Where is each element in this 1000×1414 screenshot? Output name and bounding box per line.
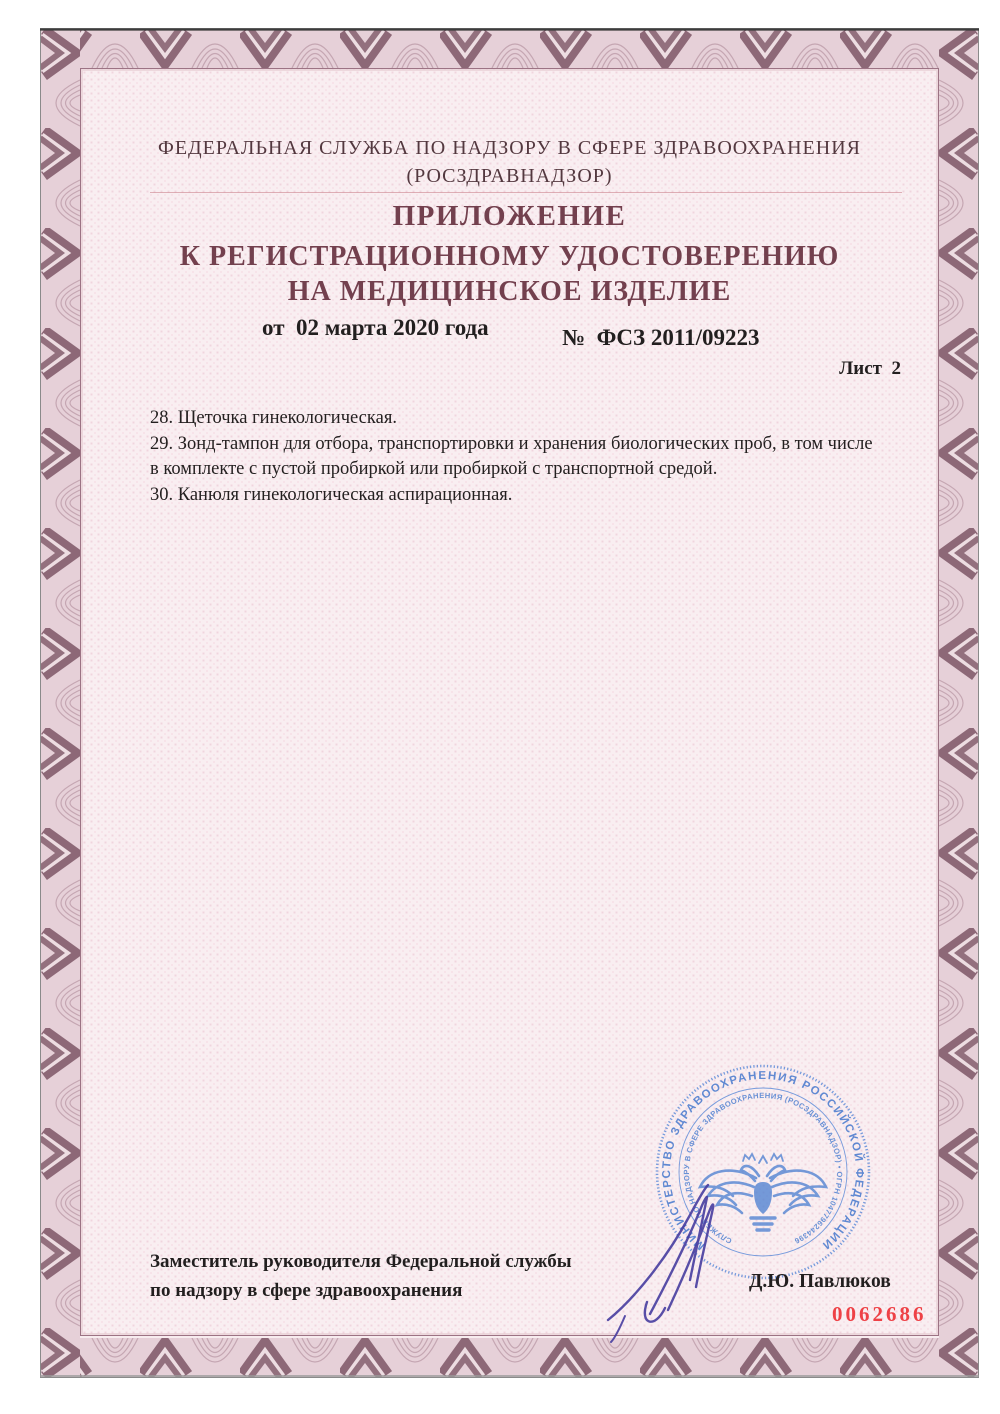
certificate-page [40, 28, 979, 1378]
document-title-line2: К РЕГИСТРАЦИОННОМУ УДОСТОВЕРЕНИЮ [179, 241, 840, 272]
device-list [150, 406, 880, 508]
svg-text:СЛУЖБА ПО НАДЗОРУ В СФЕРЕ ЗДРА: СЛУЖБА ПО НАДЗОРУ В СФЕРЕ ЗДРАВООХРАНЕНИЯ (РОСЗДРАВНАДЗОР) • ОГРН 1047796244396 [682, 1090, 845, 1246]
signer-position-line2: по надзору в сфере здравоохранения [150, 1280, 463, 1301]
form-serial-number: 0062686 [832, 1302, 927, 1326]
signer-position [150, 1247, 630, 1305]
list-item: 28. Щеточка гинекологическая. [150, 408, 397, 428]
document-title-line3: НА МЕДИЦИНСКОЕ ИЗДЕЛИЕ [287, 276, 732, 307]
list-item: 30. Канюля гинекологическая аспирационная. [150, 484, 513, 505]
header-divider [150, 192, 902, 193]
registration-number: № ФСЗ 2011/09223 [562, 325, 760, 350]
issuing-authority-line1: ФЕДЕРАЛЬНАЯ СЛУЖБА ПО НАДЗОРУ В СФЕРЕ ЗДРАВООХРАНЕНИЯ [158, 137, 861, 159]
signer-position-line1: Заместитель руководителя Федеральной службы [150, 1251, 572, 1272]
list-item: 29. Зонд-тампон для отбора, транспортировки и хранения биологических проб, в том числе в комплекте с пустой пробиркой или пробиркой с транспортной средой. [150, 433, 873, 479]
sheet-number: Лист 2 [839, 358, 901, 379]
document-title-line1: ПРИЛОЖЕНИЕ [392, 200, 627, 232]
svg-text:МИНИСТЕРСТВО ЗДРАВООХРАНЕНИЯ Р: МИНИСТЕРСТВО ЗДРАВООХРАНЕНИЯ РОССИЙСКОЙ ФЕДЕРАЦИИ [660, 1069, 866, 1252]
issue-date: от 02 марта 2020 года [262, 315, 489, 340]
signer-name: Д.Ю. Павлюков [749, 1271, 891, 1292]
issuing-authority-line2: (РОСЗДРАВНАДЗОР) [406, 165, 613, 187]
